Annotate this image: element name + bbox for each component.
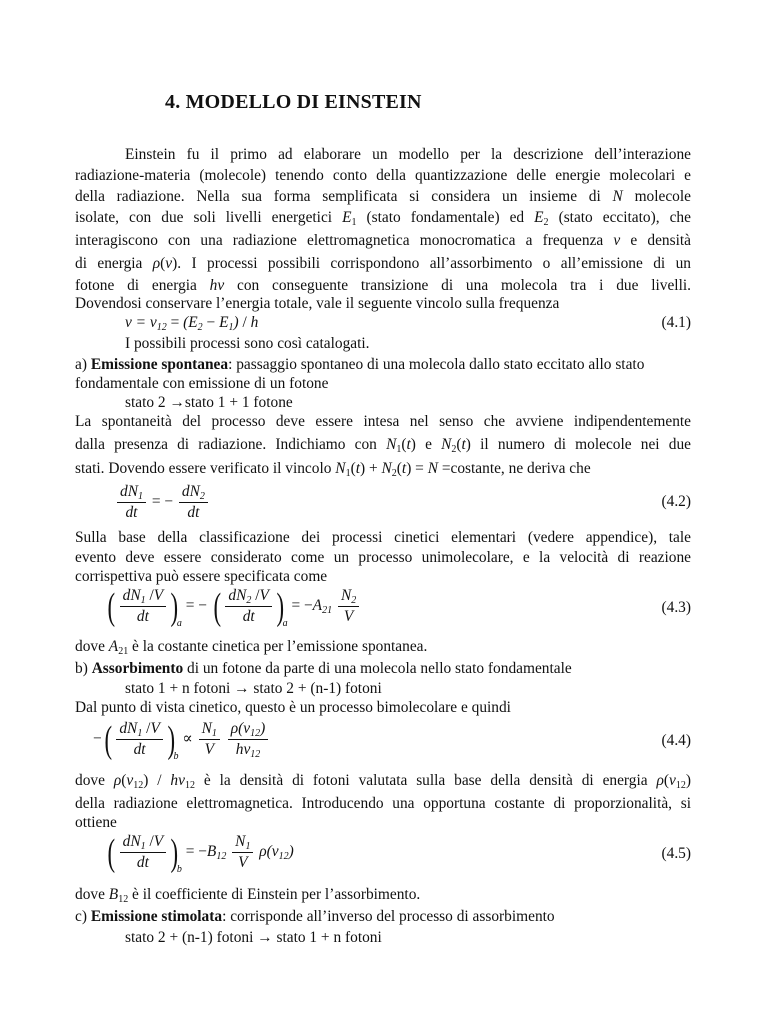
- equation-number: (4.3): [661, 599, 691, 616]
- intro-line-3: della radiazione. Nella sua forma semplificata si considera un insieme di N molecole: [75, 188, 691, 205]
- after-44-line-2: della radiazione elettromagnetica. Introducendo una opportuna costante di proporzionalità, si: [75, 795, 691, 812]
- item-a-line-2: fondamentale con emissione di un fotone: [75, 375, 329, 392]
- equation-4-4: −( $\frac{dN_1 /V}{dt}$ )$_b$ ∝ $\frac{N_1}{V}$ $\frac{\rho(\nu_{12})}{h\nu_{12}}$ (4.4): [93, 718, 691, 763]
- item-a-line-1: a) Emissione spontanea: passaggio spontaneo di una molecola dallo stato eccitato allo stato: [75, 356, 645, 373]
- b12-definition: dove $B_{12}$ è il coefficiente di Einstein per l’assorbimento.: [75, 886, 421, 905]
- item-c-scheme: stato 2 + (n-1) fotoni → stato 1 + n fotoni: [125, 929, 382, 946]
- intro-line-4: isolate, con due soli livelli energetici $E_1$ (stato fondamentale) ed $E_2$ (stato eccitato), che: [75, 209, 691, 228]
- equation-4-3: ( $\frac{dN_1 /V}{dt}$ )$_a$ = − ( $\frac{dN_2 /V}{dt}$ )$_a = -A_{21}$ $\frac{N_2}{V}$ (4.3): [107, 585, 691, 630]
- catalog-line: I possibili processi sono così catalogati.: [125, 335, 370, 352]
- intro-line-6: di energia ρ(ν). I processi possibili corrispondono all’assorbimento o all’emissione di un: [75, 255, 691, 272]
- section-title: 4. MODELLO DI EINSTEIN: [165, 91, 422, 113]
- equation-number: (4.2): [661, 493, 691, 510]
- item-b-scheme: stato 1 + n fotoni → stato 2 + (n-1) fotoni: [125, 680, 382, 697]
- a21-definition: dove $A_{21}$ è la costante cinetica per l’emissione spontanea.: [75, 638, 428, 657]
- intro-line-1: Einstein fu il primo ad elaborare un modello per la descrizione dell’interazione: [125, 146, 691, 163]
- kinetic-line: Dal punto di vista cinetico, questo è un processo bimolecolare e quindi: [75, 699, 511, 716]
- equation-number: (4.5): [661, 845, 691, 862]
- middle-line-3: corrispettiva può essere specificata come: [75, 568, 328, 585]
- middle-line-2: evento deve essere considerato come un processo unimolecolare, e la velocità di reazione: [75, 549, 691, 566]
- equation-number: (4.4): [661, 732, 691, 749]
- item-b-line-1: b) Assorbimento di un fotone da parte di una molecola nello stato fondamentale: [75, 660, 572, 677]
- intro-line-7: fotone di energia hν con conseguente transizione di una molecola tra i due livelli.: [75, 277, 691, 294]
- intro-line-8: Dovendosi conservare l’energia totale, vale il seguente vincolo sulla frequenza: [75, 295, 560, 312]
- spontaneity-line-2: dalla presenza di radiazione. Indichiamo con $N_1(t)$ e $N_2(t)$ il numero di molecole nei due: [75, 436, 691, 455]
- item-a-scheme: stato 2 →stato 1 + 1 fotone: [125, 394, 293, 411]
- spontaneity-line-3: stati. Dovendo essere verificato il vincolo $N_1(t) + N_2(t) = N$ =costante, ne deriva che: [75, 460, 591, 479]
- after-44-line-1: dove $\rho(\nu_{12}) / h\nu_{12}$ è la densità di fotoni valutata sulla base della densità di energia $\rho(\nu_{12})$: [75, 772, 691, 791]
- intro-line-2: radiazione-materia (molecole) tenendo conto della quantizzazione delle energie molecolari e: [75, 167, 691, 184]
- equation-4-1: $v = v_{12} = (E_2 - E_1) / h$ (4.1): [125, 314, 691, 333]
- middle-line-1: Sulla base della classificazione dei processi cinetici elementari (vedere appendice), tale: [75, 529, 691, 546]
- equation-number: (4.1): [661, 314, 691, 331]
- equation-4-5: ( $\frac{dN_1 /V}{dt}$ )$_b = -B_{12}$ $\frac{N_1}{V}$ $\rho(\nu_{12})$ (4.5): [107, 831, 691, 876]
- spontaneity-line-1: La spontaneità del processo deve essere intesa nel senso che avviene indipendentemente: [75, 413, 691, 430]
- equation-4-2: $\frac{dN_1}{dt}$ = − $\frac{dN_2}{dt}$ (4.2): [75, 482, 691, 526]
- after-44-line-3: ottiene: [75, 814, 117, 831]
- intro-line-5: interagiscono con una radiazione elettromagnetica monocromatica a frequenza ν e densità: [75, 232, 691, 249]
- item-c-line-1: c) Emissione stimolata: corrisponde all’inverso del processo di assorbimento: [75, 908, 555, 925]
